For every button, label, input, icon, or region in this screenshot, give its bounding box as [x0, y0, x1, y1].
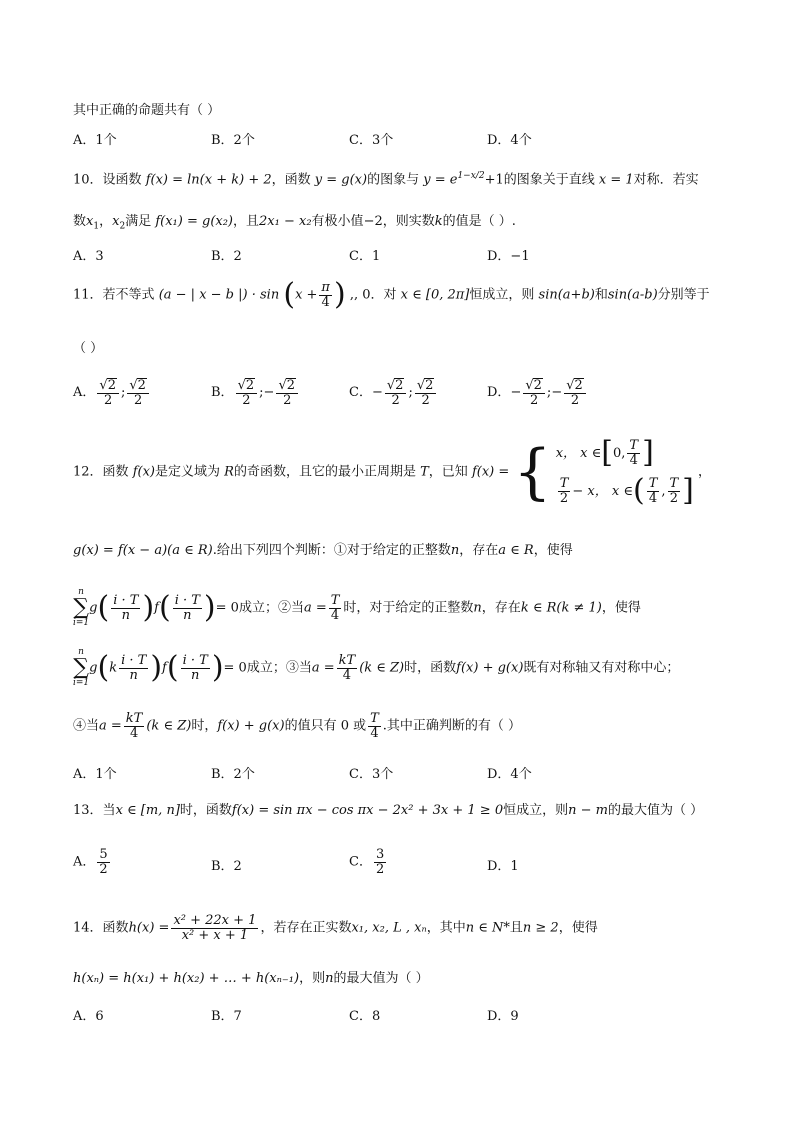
q11-pi-over-4 — [319, 281, 332, 309]
q12-four: 4 — [342, 667, 352, 683]
q11-den: 2 — [421, 392, 430, 408]
q11-root: 2 — [286, 378, 296, 393]
q14-number: 14． — [73, 920, 103, 936]
q12-g: g — [89, 600, 98, 616]
q11-neg: − — [263, 385, 275, 401]
q11-four: 4 — [321, 294, 330, 310]
q12-paren-r: ) — [203, 590, 216, 625]
q11-pi: π — [321, 279, 330, 295]
q10-condition: f(x₁) = g(x₂) — [155, 214, 234, 229]
q14-equation: h(xₙ) = h(x₁) + h(x₂) + … + h(xₙ₋₁) — [73, 971, 300, 986]
q10-x2-sub: 2 — [119, 221, 126, 232]
q13-frac — [97, 848, 109, 876]
q12-kT: kT — [125, 711, 143, 726]
q12-text: 成立；③当 — [246, 660, 312, 676]
q13-number: 13． — [73, 803, 103, 818]
q12-paren-r: ) — [142, 590, 155, 625]
q12-four: 4 — [330, 607, 340, 623]
q11-frac: $\frac{√2}{2}$ — [564, 378, 586, 407]
q14-hx: h(x) = — [128, 920, 170, 936]
q12-text: .给出下列四个判断：①对于给定的正整数 — [212, 543, 451, 558]
q12-sum-top: n — [78, 647, 84, 657]
q10-text: 数 — [73, 214, 87, 229]
q9-option-a: A．1个 — [73, 133, 117, 148]
q12-aR: a ∈ R — [498, 543, 534, 558]
q11-semi: ; — [546, 385, 552, 401]
q12-text: ，使得 — [601, 600, 641, 616]
intro-text — [73, 104, 220, 117]
q13-option-c — [349, 848, 388, 876]
q10-option-d: D．−1 — [487, 249, 530, 264]
q13-den: 2 — [375, 861, 385, 877]
q12-T: T — [559, 475, 569, 491]
q10-exp-base: y = e — [423, 172, 458, 188]
q12-paren-l: ( — [97, 590, 110, 625]
q13-option-b: B．2 — [211, 859, 242, 874]
q13-opt-label: A． — [73, 854, 96, 870]
q12-T: T — [648, 475, 658, 491]
q12-paren-r: ) — [150, 650, 163, 685]
q14-nN: n ∈ N* — [465, 920, 510, 936]
q11-frac: $\frac{√2}{2}$ — [97, 378, 119, 407]
q12-line3 — [73, 588, 641, 628]
q12-line5 — [73, 712, 521, 740]
q12-fg: f(x) + g(x) — [456, 660, 524, 676]
q11-den: 2 — [134, 392, 143, 408]
q10-text: ，函数 — [271, 172, 311, 188]
q11-ineq-inner: x + — [295, 287, 318, 303]
q14-n2: n ≥ 2 — [522, 920, 559, 936]
q11-option-d — [487, 378, 588, 407]
q12-g: g — [89, 660, 98, 676]
q12-bracket-l: [ — [601, 435, 613, 470]
q12-line4 — [73, 648, 679, 688]
q11-root: 2 — [533, 378, 542, 393]
q11-semi: ; — [120, 385, 126, 401]
q10-text: 的图象关于直线 — [503, 172, 595, 188]
q11-text: 若不等式 — [102, 287, 155, 303]
q11-frac: $\frac{√2}{2}$ — [415, 378, 437, 407]
q12-two: 2 — [669, 490, 678, 506]
q10-text: 有极小值 — [311, 214, 364, 229]
q13-text: 恒成立，则 — [503, 803, 569, 818]
q11-text: 恒成立，则 — [469, 287, 535, 303]
q11-semi: ; — [408, 385, 413, 401]
q12-four: 4 — [370, 725, 379, 741]
q10-text: 满足 — [125, 214, 152, 229]
q13-den: 2 — [99, 861, 108, 877]
q12-frac — [124, 712, 145, 740]
q11-neg: − — [371, 385, 383, 401]
q12-f: f — [162, 660, 167, 676]
q12-eq0: = 0 — [223, 660, 247, 676]
q12-T: T — [370, 711, 379, 726]
q14-numerator: x² + 22x + 1 — [173, 913, 257, 928]
q12-eq0: = 0 — [215, 600, 239, 616]
q11-root: 2 — [137, 378, 146, 393]
q13-num: 5 — [99, 847, 108, 862]
q12-comma: ， — [698, 464, 712, 480]
q11-opt-label: A． — [73, 385, 96, 401]
q12-text: ，使得 — [533, 543, 573, 558]
q12-n: n — [191, 667, 200, 683]
q12-paren-l: ( — [97, 650, 110, 685]
q11-root: 2 — [574, 378, 583, 393]
q12-aeq: a = — [303, 600, 327, 616]
q10-option-b: B．2 — [211, 249, 242, 264]
q12-frac — [368, 712, 381, 740]
q14-text: ，若存在正实数 — [260, 920, 352, 936]
q12-text: ，存在 — [459, 543, 499, 558]
q12-frac — [173, 594, 202, 622]
q9-option-b: B．2个 — [211, 133, 255, 148]
q12-four: 4 — [648, 490, 658, 506]
q12-n: n — [129, 667, 138, 683]
q11-den: 2 — [529, 392, 539, 408]
q10-option-a: A．3 — [73, 249, 104, 264]
q12-kZ: (k ∈ Z) — [359, 660, 405, 676]
q14-text: 且 — [509, 920, 523, 936]
q12-text: ④当 — [73, 718, 100, 734]
q12-text: ，已知 — [428, 464, 468, 480]
q12-sum-bot: i=1 — [73, 618, 90, 628]
q10-option-c: C．1 — [349, 249, 381, 264]
q12-option-a: A．1个 — [73, 767, 117, 782]
q12-text: 成立；②当 — [238, 600, 304, 616]
q11-opt-label: C． — [349, 385, 372, 401]
q11-sin-amb: sin(a-b) — [607, 287, 658, 303]
q13-opt-label: C． — [349, 854, 372, 870]
q12-text: 的值只有 0 或 — [284, 718, 367, 734]
q14-option-a: A．6 — [73, 1009, 104, 1024]
q12-case1-left: 0, — [613, 445, 626, 461]
q10-line2 — [73, 215, 516, 232]
q12-text: 时，函数 — [404, 660, 457, 676]
q12-kZ: (k ∈ Z) — [146, 718, 192, 734]
q11-paren-r: ) — [333, 277, 346, 312]
q11-frac: $\frac{√2}{2}$ — [127, 378, 149, 407]
q12-paren-l: ( — [632, 473, 645, 508]
q10-line1 — [73, 172, 699, 186]
q10-text: 设函数 — [102, 172, 142, 188]
q11-paren-l: ( — [283, 277, 296, 312]
q12-option-b: B．2个 — [211, 767, 255, 782]
q10-text: 对称．若实 — [633, 172, 699, 188]
q10-ygx: y = g(x) — [314, 172, 368, 188]
q10-text: 的值是（ ）. — [442, 214, 516, 229]
q11-frac: $\frac{√2}{2}$ — [276, 378, 298, 407]
q13-text: 的最大值为（ ） — [607, 803, 704, 818]
q12-frac — [627, 439, 640, 467]
q12-line2 — [73, 544, 573, 557]
q14-denominator: x² + x + 1 — [181, 927, 249, 943]
q14-option-c: C．8 — [349, 1009, 381, 1024]
q12-iT: i · T — [182, 652, 208, 668]
q12-four: 4 — [629, 452, 638, 468]
q12-frac — [329, 594, 342, 622]
q10-number: 10． — [73, 172, 103, 188]
q12-text: 时， — [191, 718, 218, 734]
q14-text: ，其中 — [426, 920, 466, 936]
q9-option-c: C．3个 — [349, 133, 394, 148]
q14-option-d: D．9 — [487, 1009, 519, 1024]
q12-case2: $\frac{T}{2}$ − x， x ∈ ( $\frac{T}{4}$ , $\frac{T}{2}$ ] — [559, 473, 694, 508]
q12-T: T — [629, 437, 639, 453]
q12-n: n — [183, 607, 192, 623]
q9-option-d: D．4个 — [487, 133, 532, 148]
q11-opt-label: D． — [487, 385, 511, 401]
q12-T: T — [669, 475, 679, 491]
q12-paren-r: ) — [211, 650, 224, 685]
q11-den: 2 — [391, 392, 400, 408]
q12-f: f — [154, 600, 159, 616]
q12-text: .其中正确判断的有（ ） — [382, 718, 522, 734]
intro-label: 其中正确的命题共有（ ） — [73, 103, 221, 118]
q14-line2 — [73, 972, 429, 985]
q10-text: ，且 — [233, 214, 260, 229]
q12-sum-bot: i=1 — [73, 678, 90, 688]
q13-option-a — [73, 848, 112, 876]
q12-piecewise — [556, 434, 694, 510]
q12-text: 的奇函数，且它的最小正周期是 — [233, 464, 416, 480]
q12-option-c: C．3个 — [349, 767, 394, 782]
q11-number: 11． — [73, 287, 103, 303]
q11-relation: ,, 0 — [349, 287, 371, 303]
q10-fx: f(x) = ln(x + k) + 2 — [145, 172, 272, 188]
q12-n: n — [121, 607, 130, 623]
q12-n: n — [450, 543, 460, 558]
q12-kR: k ∈ R(k ≠ 1) — [520, 600, 602, 616]
q12-frac — [558, 477, 571, 505]
q13-frac — [374, 848, 386, 876]
q12-frac — [111, 594, 140, 622]
q14-n: n — [325, 971, 334, 986]
q12-case1-text: x， x ∈ — [555, 445, 602, 461]
q10-expr2: 2x₁ − x₂ — [259, 214, 312, 229]
q11-option-b — [211, 378, 300, 407]
q12-k: k — [109, 660, 118, 676]
q12-kT: kT — [338, 652, 356, 668]
q12-frac — [119, 654, 148, 682]
q12-text: 时，对于给定的正整数 — [343, 600, 474, 616]
q13-fx: f(x) = sin πx − cos πx − 2x² + 3x + 1 ≥ 0 — [231, 803, 504, 818]
q11-semi: ; — [259, 385, 264, 401]
q11-domain: x ∈ [0, 2π] — [400, 287, 470, 303]
q12-T: T — [420, 464, 429, 480]
q11-ineq: (a − | x − b |) · sin — [158, 287, 280, 303]
q11-opt-label: B． — [211, 385, 234, 401]
q12-two: 2 — [559, 490, 569, 506]
q11-frac: $\frac{√2}{2}$ — [523, 378, 545, 407]
q11-option-c — [349, 378, 438, 407]
q11-line2 — [73, 342, 103, 355]
q10-minval: −2 — [363, 214, 383, 229]
q12-iT: i · T — [113, 592, 139, 608]
q12-frac — [647, 477, 660, 505]
q11-den: 2 — [104, 392, 113, 408]
q12-case1 — [556, 434, 694, 472]
q12-fx: f(x) — [132, 464, 155, 480]
q13-line1 — [73, 804, 703, 817]
q12-iT: i · T — [121, 652, 147, 668]
q10-x1-sub: 1 — [93, 221, 100, 232]
q12-T: T — [330, 592, 340, 608]
q12-fx-eq: f(x) = — [471, 464, 510, 480]
q11-root: 2 — [395, 378, 404, 393]
q12-frac — [668, 477, 681, 505]
q13-nm: n − m — [568, 803, 608, 818]
q11-neg: − — [551, 385, 563, 401]
q14-option-b: B．7 — [211, 1009, 242, 1024]
q14-xs: x₁, x₂, L , xₙ — [351, 920, 427, 936]
q10-text: ，则实数 — [382, 214, 435, 229]
q11-root: 2 — [245, 378, 255, 393]
q11-neg: − — [510, 385, 522, 401]
q12-text: 函数 — [102, 464, 129, 480]
q14-line1 — [73, 914, 598, 942]
q10-plus1: +1 — [484, 172, 504, 188]
q11-den: 2 — [283, 392, 292, 408]
q12-R: R — [224, 464, 234, 480]
q12-gdef: g(x) = f(x − a)(a ∈ R) — [73, 543, 213, 558]
q11-frac: $\frac{√2}{2}$ — [385, 378, 407, 407]
q14-text: 的最大值为（ ） — [333, 971, 429, 986]
q11-line1 — [73, 277, 710, 312]
q10-x2: x — [112, 214, 120, 229]
q10-comma: ， — [99, 214, 113, 229]
q12-bracket-r: ] — [642, 435, 654, 470]
q14-text: ，则 — [299, 971, 326, 986]
q11-paren: （ ） — [73, 341, 104, 356]
q13-text: 当 — [102, 803, 116, 818]
q12-frac — [181, 654, 210, 682]
q10-k: k — [434, 214, 443, 229]
q11-text: 分别等于 — [657, 287, 710, 303]
q14-text: ，使得 — [558, 920, 598, 936]
q12-frac — [337, 654, 358, 682]
q11-root: 2 — [107, 378, 116, 393]
q12-bracket-r: ] — [682, 473, 694, 508]
q10-line-eq: x = 1 — [598, 172, 634, 188]
q12-text: 既有对称轴又有对称中心； — [523, 660, 680, 676]
q12-text: 是定义域为 — [155, 464, 221, 480]
q12-option-d: D．4个 — [487, 767, 532, 782]
q13-option-d: D．1 — [487, 859, 519, 874]
q12-number: 12． — [73, 464, 103, 480]
q12-aeq: a = — [311, 660, 335, 676]
q13-domain: x ∈ [m, n] — [115, 803, 180, 818]
q14-frac — [171, 914, 258, 942]
q12-fg: f(x) + g(x) — [217, 718, 285, 734]
q12-sum: n ∑ i=1 — [73, 587, 90, 628]
q13-text: 时，函数 — [179, 803, 232, 818]
q11-den: 2 — [570, 392, 580, 408]
q12-brace: { — [513, 437, 552, 507]
q10-x1: x — [86, 214, 94, 229]
q12-iT: i · T — [174, 592, 200, 608]
q12-four: 4 — [129, 725, 139, 741]
q11-option-a — [73, 378, 151, 407]
q12-paren-l: ( — [166, 650, 179, 685]
q12-text: ，存在 — [481, 600, 521, 616]
q14-text: 函数 — [102, 920, 129, 936]
q12-case2-text: − x， x ∈ — [572, 483, 633, 499]
q12-n: n — [473, 600, 482, 616]
q12-line1 — [73, 434, 711, 510]
q12-sum: n ∑ i=1 — [73, 647, 90, 688]
q10-text: 的图象与 — [367, 172, 420, 188]
q12-aeq: a = — [99, 718, 122, 734]
q12-sum-top: n — [78, 587, 84, 597]
q11-root: 2 — [425, 378, 434, 393]
q11-den: 2 — [242, 392, 251, 408]
q13-num: 3 — [375, 847, 385, 862]
q11-text: ．对 — [370, 287, 397, 303]
q12-paren-l: ( — [158, 590, 171, 625]
q11-frac: $\frac{√2}{2}$ — [236, 378, 258, 407]
q11-sin-ab: sin(a+b) — [538, 287, 595, 303]
q11-text: 和 — [594, 287, 608, 303]
q10-exp: 1−x/2 — [457, 171, 485, 181]
